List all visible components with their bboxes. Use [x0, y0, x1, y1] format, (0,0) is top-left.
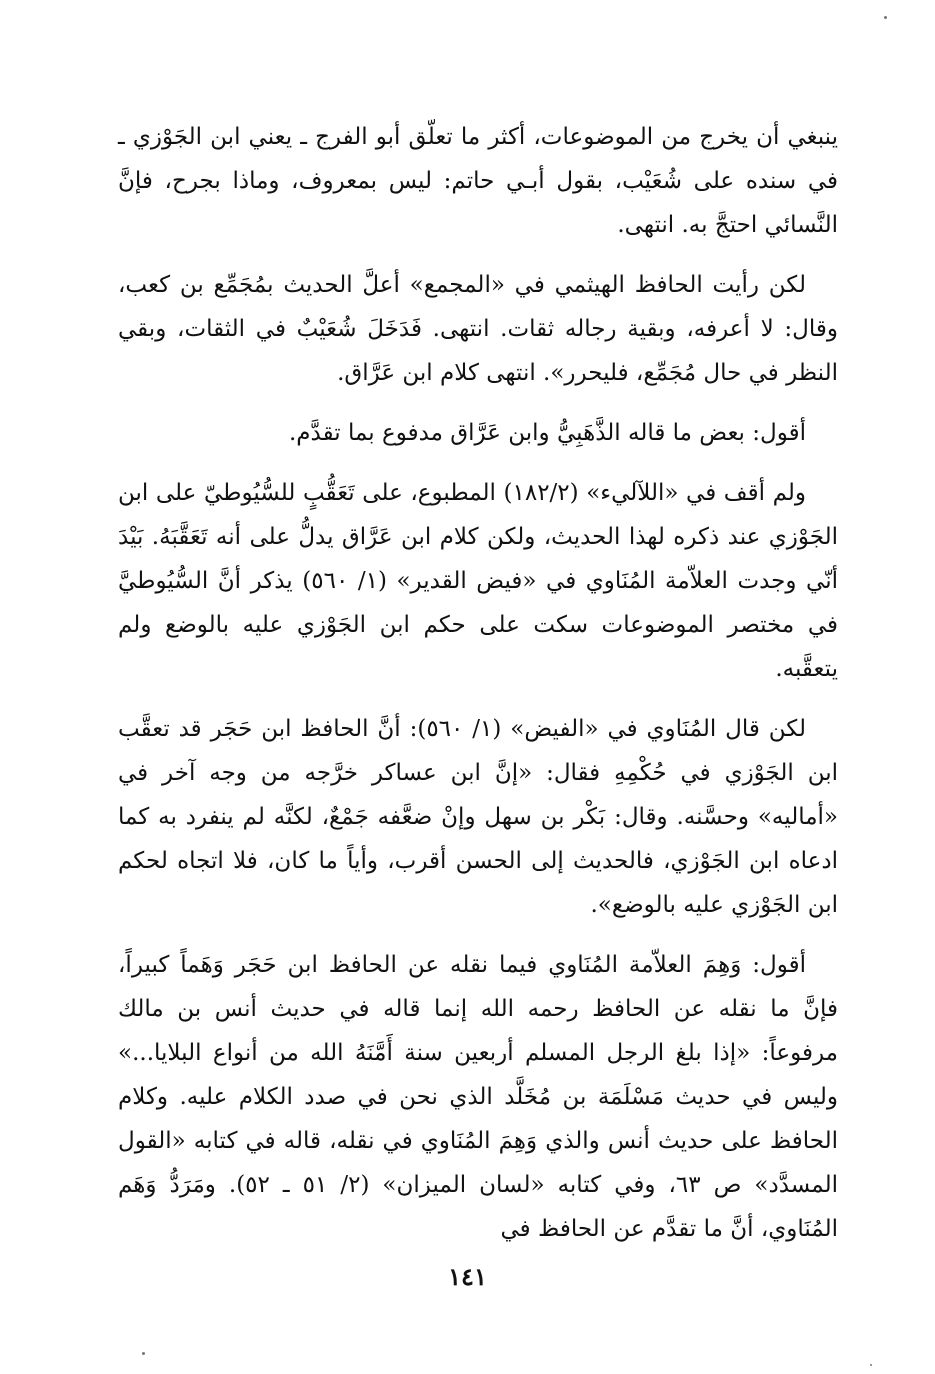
- paragraph-6: أقول: وَهِمَ العلاّمة المُنَاوي فيما نقله عن الحافظ ابن حَجَر وَهَماً كبيراً، فإنَّ ما نقله عن الحافظ رحمه الله إنما قاله في حديث أنس بن مالك مرفوعاً: «إذا بلغ الرجل المسلم أربعين سنة أَمَّنَهُ الله من أنواع البلايا...» وليس في حديث مَسْلَمَة بن مُخَلَّد الذي نحن في صدد الكلام عليه. وكلام الحافظ على حديث أنس والذي وَهِمَ المُنَاوي في نقله، قاله في كتابه «القول المسدَّد» ص ٦٣، وفي كتابه «لسان الميزان» (٢/ ٥١ ـ ٥٢). ومَرَدُّ وَهَم المُنَاوي، أنَّ ما تقدَّم عن الحافظ في: [118, 952, 838, 1242]
- paragraph-1: ينبغي أن يخرج من الموضوعات، أكثر ما تعلّق أبو الفرج ـ يعني ابن الجَوْزي ـ في سنده على شُعَيْب، بقول أبـي حاتم: ليس بمعروف، وماذا بجرح، فإنَّ النَّسائي احتجَّ به. انتهى.: [118, 124, 838, 238]
- paragraph-4: ولم أقف في «اللآليء» (١٨٢/٢) المطبوع، على تَعَقُّبٍ للسُّيُوطيّ على ابن الجَوْزي عند ذكره لهذا الحديث، ولكن كلام ابن عَرَّاق يدلُّ على أنه تَعَقَّبَهُ. بَيْدَ أنّي وجدت العلاّمة المُنَاوي في «فيض القدير» (١/ ٥٦٠) يذكر أنَّ السُّيُوطيَّ في مختصر الموضوعات سكت على حكم ابن الجَوْزي عليه بالوضع ولم يتعقَّبه.: [118, 480, 839, 682]
- scan-speck: [870, 1364, 872, 1366]
- body-text: [118, 115, 838, 1251]
- scan-speck: [142, 1352, 145, 1355]
- page-number: ١٤١: [448, 1262, 487, 1291]
- scan-speck: [884, 16, 887, 19]
- paragraph-5: لكن قال المُنَاوي في «الفيض» (١/ ٥٦٠): أنَّ الحافظ ابن حَجَر قد تعقَّب ابن الجَوْزي في حُكْمِهِ فقال: «إنَّ ابن عساكر خرَّجه من وجه آخر في «أماليه» وحسَّنه. وقال: بَكْر بن سهل وإنْ ضعَّفه جَمْعٌ، لكنَّه لم ينفرد به كما ادعاه ابن الجَوْزي، فالحديث إلى الحسن أقرب، وأياً ما كان، فلا اتجاه لحكم ابن الجَوْزي عليه بالوضع».: [118, 716, 838, 918]
- paragraph-3: أقول: بعض ما قاله الذَّهَبِيُّ وابن عَرَّاق مدفوع بما تقدَّم.: [289, 420, 806, 446]
- paragraph-2: لكن رأيت الحافظ الهيثمي في «المجمع» أعلَّ الحديث بمُجَمِّع بن كعب، وقال: لا أعرفه، وبقية رجاله ثقات. انتهى. فَدَخَلَ شُعَيْبٌ في الثقات، وبقي النظر في حال مُجَمِّع، فليحرر». انتهى كلام ابن عَرَّاق.: [118, 272, 838, 386]
